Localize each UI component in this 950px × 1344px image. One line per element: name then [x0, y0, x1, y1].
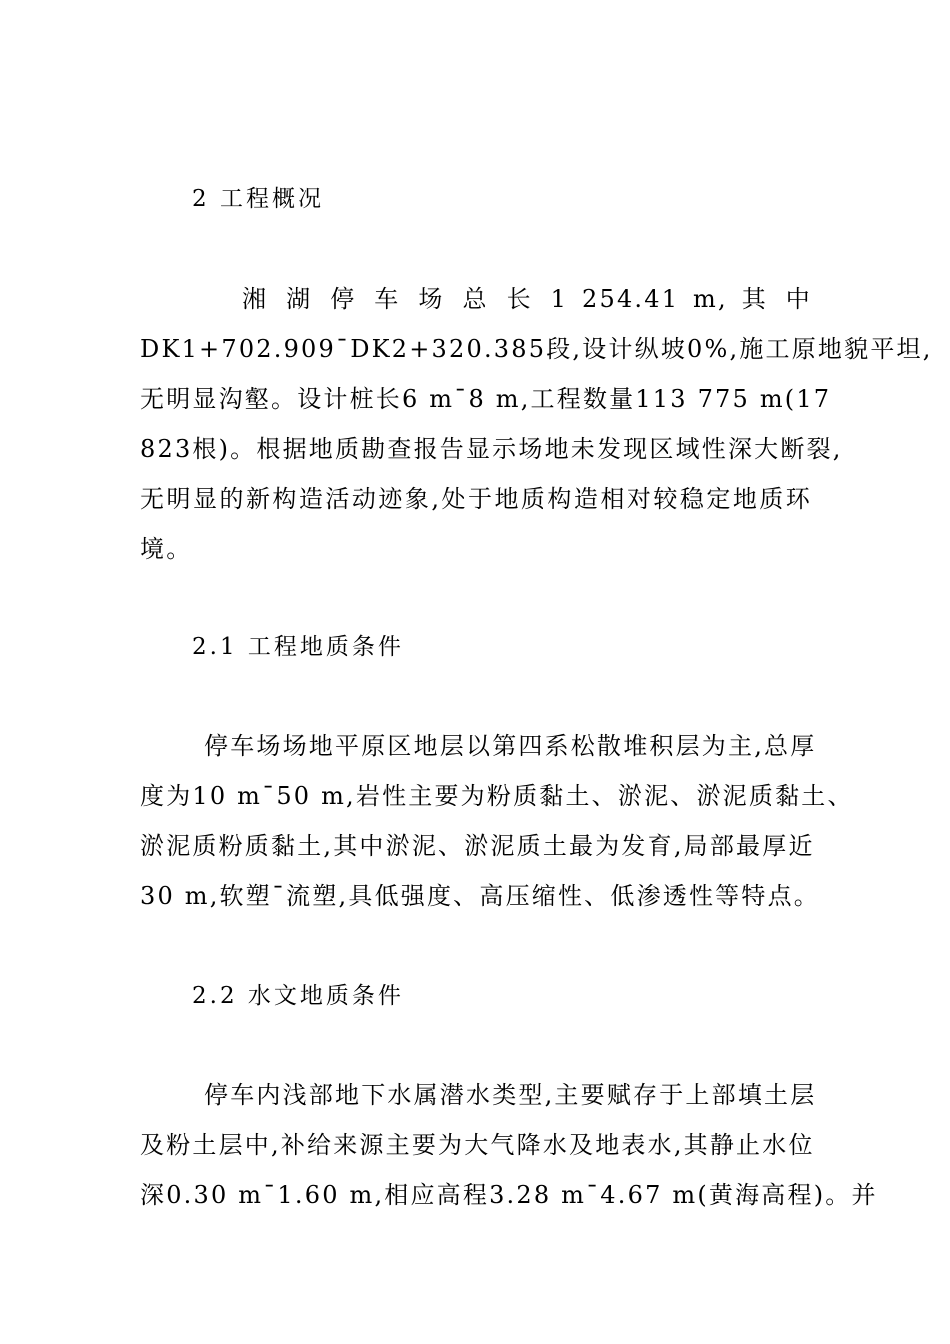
- paragraph-line: 823根)。根据地质勘查报告显示场地未发现区域性深大断裂,: [140, 435, 843, 463]
- paragraph-line: 停车场场地平原区地层以第四系松散堆积层为主,总厚: [204, 732, 817, 760]
- paragraph-line: 无明显沟壑。设计桩长6 m¯8 m,工程数量113 775 m(17: [140, 385, 832, 413]
- paragraph-engineering-geology: [140, 721, 854, 921]
- paragraph-line: 停车内浅部地下水属潜水类型,主要赋存于上部填土层: [204, 1081, 817, 1109]
- paragraph-line: 无明显的新构造活动迹象,处于地质构造相对较稳定地质环: [140, 485, 812, 513]
- paragraph-line: 深0.30 m¯1.60 m,相应高程3.28 m¯4.67 m(黄海高程)。并: [140, 1181, 878, 1209]
- section-heading-2: 2 工程概况: [192, 186, 324, 212]
- paragraph-project-overview: [140, 274, 933, 574]
- section-heading-2-1: 2.1 工程地质条件: [192, 634, 404, 660]
- paragraph-line: 湘 湖 停 车 场 总 长 1 254.41 m, 其 中: [242, 285, 812, 313]
- paragraph-line: 及粉土层中,补给来源主要为大气降水及地表水,其静止水位: [140, 1131, 815, 1159]
- paragraph-line: DK1+702.909¯DK2+320.385段,设计纵坡0%,施工原地貌平坦,: [140, 335, 933, 363]
- paragraph-line: 境。: [140, 535, 193, 563]
- paragraph-hydrogeology: [140, 1070, 878, 1220]
- paragraph-line: 淤泥质粉质黏土,其中淤泥、淤泥质土最为发育,局部最厚近: [140, 832, 815, 860]
- section-heading-2-2: 2.2 水文地质条件: [192, 983, 404, 1009]
- paragraph-line: 30 m,软塑¯流塑,具低强度、高压缩性、低渗透性等特点。: [140, 882, 820, 910]
- paragraph-line: 度为10 m¯50 m,岩性主要为粉质黏土、淤泥、淤泥质黏土、: [140, 782, 854, 810]
